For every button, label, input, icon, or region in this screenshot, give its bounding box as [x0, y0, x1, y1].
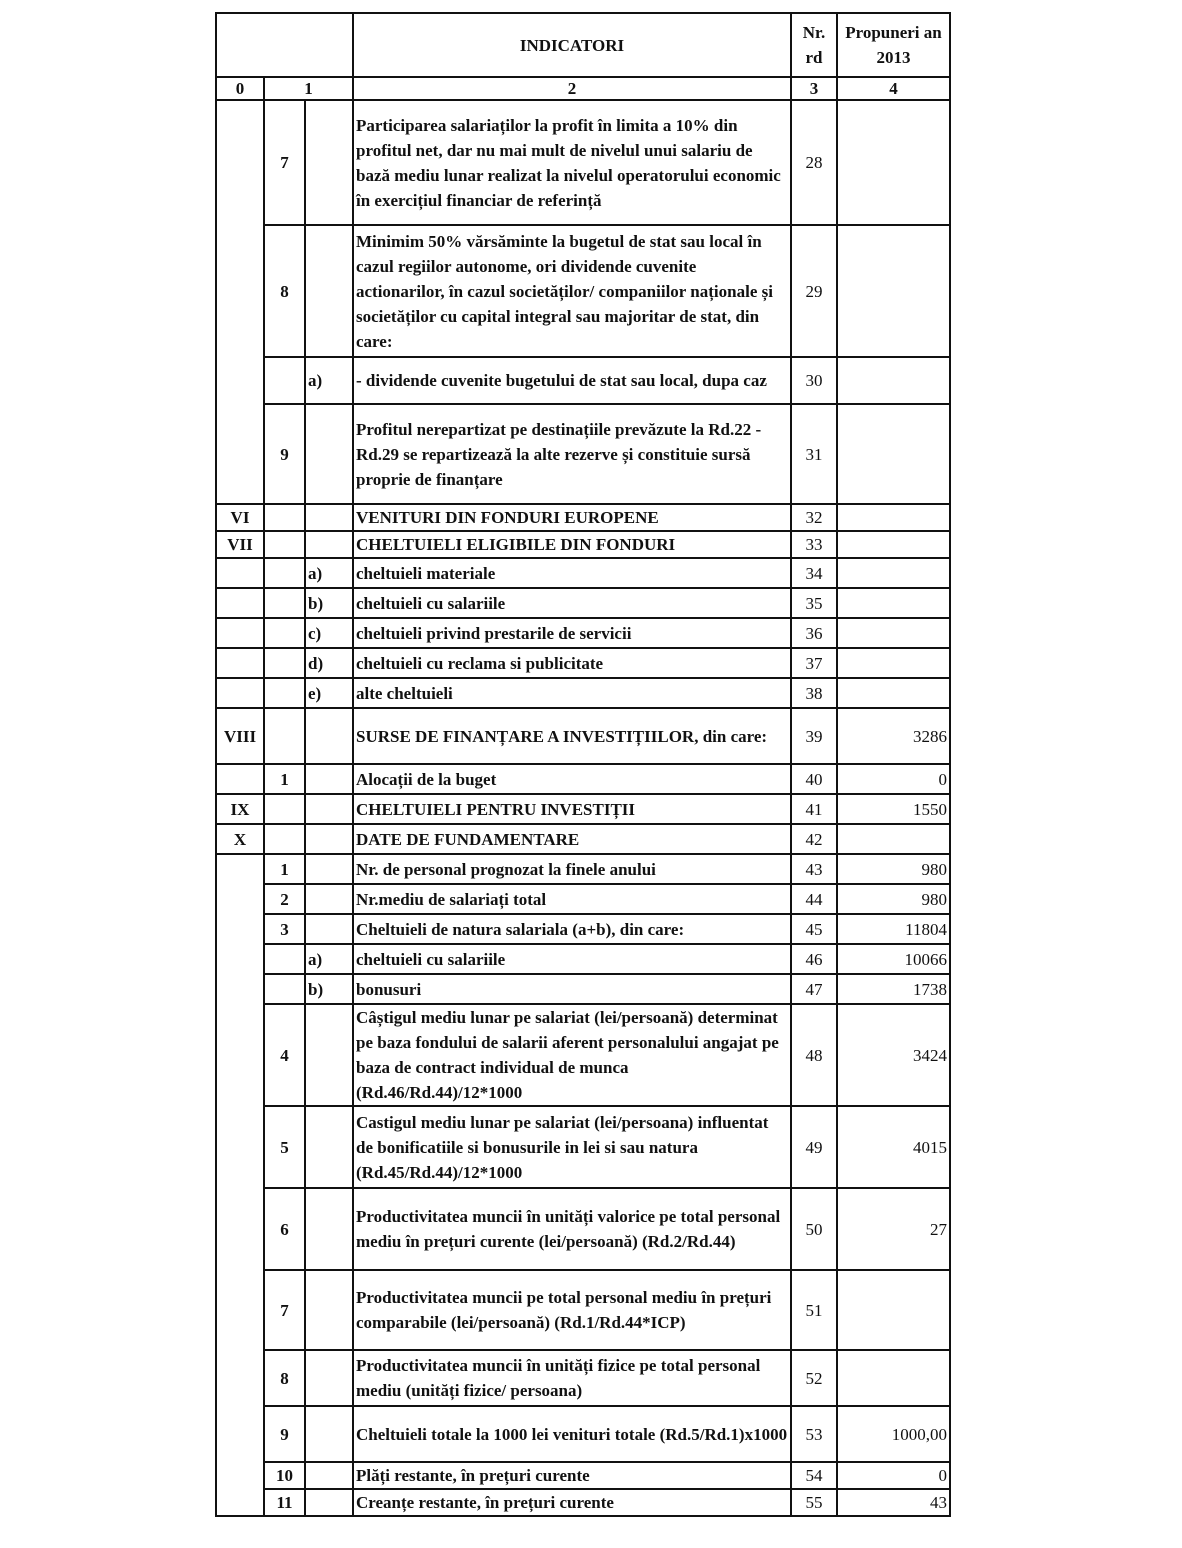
indicator-text: CHELTUIELI PENTRU INVESTIȚII — [353, 794, 791, 824]
row-code: 36 — [791, 618, 837, 648]
table-row — [216, 708, 950, 764]
indicator-text: - dividende cuvenite bugetului de stat sau local, dupa caz — [353, 357, 791, 404]
row-number-cell: 1 — [264, 764, 305, 794]
row-code: 55 — [791, 1489, 837, 1516]
row-section-cell — [216, 100, 264, 504]
row-number-cell: 9 — [264, 404, 305, 504]
proposal-value: 0 — [837, 764, 950, 794]
row-code: 43 — [791, 854, 837, 884]
row-number-cell: 10 — [264, 1462, 305, 1489]
row-letter-cell — [305, 1406, 353, 1462]
row-number-cell: 3 — [264, 914, 305, 944]
row-letter-cell — [305, 884, 353, 914]
proposal-value — [837, 225, 950, 357]
table-header-row — [216, 13, 950, 77]
proposal-value — [837, 1350, 950, 1406]
row-number-cell — [264, 678, 305, 708]
row-letter-cell: e) — [305, 678, 353, 708]
proposal-value: 0 — [837, 1462, 950, 1489]
row-letter-cell — [305, 404, 353, 504]
row-code: 48 — [791, 1004, 837, 1106]
row-letter-cell — [305, 708, 353, 764]
header-propuneri: Propuneri an 2013 — [837, 13, 950, 77]
row-letter-cell — [305, 1489, 353, 1516]
proposal-value: 27 — [837, 1188, 950, 1270]
row-section-cell: VIII — [216, 708, 264, 764]
row-section-cell — [216, 854, 264, 1516]
row-code: 54 — [791, 1462, 837, 1489]
indicator-text: alte cheltuieli — [353, 678, 791, 708]
row-number-cell — [264, 504, 305, 531]
index-4: 4 — [837, 77, 950, 100]
indicator-text: cheltuieli cu salariile — [353, 944, 791, 974]
row-letter-cell — [305, 1462, 353, 1489]
indicator-text: Cheltuieli de natura salariala (a+b), din care: — [353, 914, 791, 944]
indicator-text: Creanțe restante, în prețuri curente — [353, 1489, 791, 1516]
proposal-value — [837, 678, 950, 708]
row-letter-cell — [305, 531, 353, 558]
row-code: 42 — [791, 824, 837, 854]
indicator-text: Participarea salariaților la profit în limita a 10% din profitul net, dar nu mai mult de nivelul unui salariu de bază mediu lunar realizat la nivelul operatorului economic în exercițiul financiar de referință — [353, 100, 791, 225]
table-row — [216, 884, 950, 914]
row-number-cell — [264, 648, 305, 678]
row-letter-cell — [305, 1350, 353, 1406]
row-letter-cell — [305, 504, 353, 531]
row-code: 46 — [791, 944, 837, 974]
row-code: 39 — [791, 708, 837, 764]
row-code: 51 — [791, 1270, 837, 1350]
row-code: 49 — [791, 1106, 837, 1188]
row-letter-cell — [305, 914, 353, 944]
table-row — [216, 944, 950, 974]
indicator-text: Productivitatea muncii în unități fizice pe total personal mediu (unități fizice/ persoana) — [353, 1350, 791, 1406]
table-row — [216, 1462, 950, 1489]
row-letter-cell — [305, 794, 353, 824]
indicator-text: VENITURI DIN FONDURI EUROPENE — [353, 504, 791, 531]
indicator-text: Cheltuieli totale la 1000 lei venituri totale (Rd.5/Rd.1)x1000 — [353, 1406, 791, 1462]
indicator-text: cheltuieli cu reclama si publicitate — [353, 648, 791, 678]
proposal-value: 43 — [837, 1489, 950, 1516]
row-code: 52 — [791, 1350, 837, 1406]
indicator-text: Plăți restante, în prețuri curente — [353, 1462, 791, 1489]
table-row — [216, 588, 950, 618]
row-letter-cell — [305, 1188, 353, 1270]
table-row — [216, 764, 950, 794]
index-2: 2 — [353, 77, 791, 100]
row-letter-cell — [305, 100, 353, 225]
table-row — [216, 1489, 950, 1516]
table-row — [216, 558, 950, 588]
proposal-value — [837, 618, 950, 648]
index-3: 3 — [791, 77, 837, 100]
indicator-text: Minimim 50% vărsăminte la bugetul de stat sau local în cazul regiilor autonome, ori dividende cuvenite actionarilor, în cazul societăților/ companiilor naționale și societăților cu capital integral sau majoritar de stat, din care: — [353, 225, 791, 357]
row-number-cell: 7 — [264, 1270, 305, 1350]
indicator-text: SURSE DE FINANȚARE A INVESTIȚIILOR, din care: — [353, 708, 791, 764]
row-section-cell: X — [216, 824, 264, 854]
row-letter-cell — [305, 225, 353, 357]
row-code: 30 — [791, 357, 837, 404]
row-letter-cell: a) — [305, 944, 353, 974]
table-row — [216, 1004, 950, 1106]
row-section-cell: IX — [216, 794, 264, 824]
table-row — [216, 531, 950, 558]
row-section-cell — [216, 678, 264, 708]
proposal-value: 1550 — [837, 794, 950, 824]
row-number-cell: 8 — [264, 225, 305, 357]
row-number-cell: 1 — [264, 854, 305, 884]
row-code: 41 — [791, 794, 837, 824]
indicator-text: Câștigul mediu lunar pe salariat (lei/persoană) determinat pe baza fondului de salarii aferent personalului angajat pe baza de contract individual de munca (Rd.46/Rd.44)/12*1000 — [353, 1004, 791, 1106]
row-letter-cell: b) — [305, 974, 353, 1004]
index-0: 0 — [216, 77, 264, 100]
proposal-value — [837, 824, 950, 854]
row-code: 29 — [791, 225, 837, 357]
indicator-text: Nr. de personal prognozat la finele anului — [353, 854, 791, 884]
row-number-cell: 11 — [264, 1489, 305, 1516]
row-code: 40 — [791, 764, 837, 794]
proposal-value: 4015 — [837, 1106, 950, 1188]
table-row — [216, 225, 950, 357]
row-code: 45 — [791, 914, 837, 944]
row-section-cell — [216, 558, 264, 588]
proposal-value: 3286 — [837, 708, 950, 764]
row-number-cell: 5 — [264, 1106, 305, 1188]
indicator-text: cheltuieli privind prestarile de servicii — [353, 618, 791, 648]
table-row — [216, 914, 950, 944]
row-code: 53 — [791, 1406, 837, 1462]
row-code: 35 — [791, 588, 837, 618]
row-number-cell: 6 — [264, 1188, 305, 1270]
row-number-cell — [264, 708, 305, 764]
row-letter-cell: c) — [305, 618, 353, 648]
table-row — [216, 648, 950, 678]
table-row — [216, 794, 950, 824]
row-number-cell: 7 — [264, 100, 305, 225]
row-code: 38 — [791, 678, 837, 708]
indicator-text: Alocații de la buget — [353, 764, 791, 794]
row-number-cell — [264, 531, 305, 558]
proposal-value: 980 — [837, 884, 950, 914]
indicator-text: DATE DE FUNDAMENTARE — [353, 824, 791, 854]
indicator-text: Profitul nerepartizat pe destinațiile prevăzute la Rd.22 - Rd.29 se repartizează la alte rezerve și constituie sursă proprie de finanțare — [353, 404, 791, 504]
row-number-cell — [264, 588, 305, 618]
header-blank-cell — [216, 13, 353, 77]
column-index-row — [216, 77, 950, 100]
proposal-value: 980 — [837, 854, 950, 884]
row-code: 47 — [791, 974, 837, 1004]
row-number-cell — [264, 618, 305, 648]
row-number-cell — [264, 794, 305, 824]
proposal-value — [837, 100, 950, 225]
row-letter-cell: d) — [305, 648, 353, 678]
row-letter-cell: b) — [305, 588, 353, 618]
row-letter-cell: a) — [305, 357, 353, 404]
proposal-value — [837, 1270, 950, 1350]
table-row — [216, 854, 950, 884]
row-number-cell — [264, 944, 305, 974]
proposal-value — [837, 504, 950, 531]
row-code: 37 — [791, 648, 837, 678]
proposal-value: 1000,00 — [837, 1406, 950, 1462]
row-code: 50 — [791, 1188, 837, 1270]
table-row — [216, 100, 950, 225]
proposal-value: 3424 — [837, 1004, 950, 1106]
row-section-cell: VII — [216, 531, 264, 558]
row-code: 44 — [791, 884, 837, 914]
row-code: 34 — [791, 558, 837, 588]
table-row — [216, 1270, 950, 1350]
row-letter-cell: a) — [305, 558, 353, 588]
row-section-cell — [216, 648, 264, 678]
indicator-text: Productivitatea muncii pe total personal mediu în prețuri comparabile (lei/persoană) (Rd.1/Rd.44*ICP) — [353, 1270, 791, 1350]
row-code: 32 — [791, 504, 837, 531]
indicator-text: Productivitatea muncii în unități valorice pe total personal mediu în prețuri curente (lei/persoană) (Rd.2/Rd.44) — [353, 1188, 791, 1270]
header-nr-rd: Nr. rd — [791, 13, 837, 77]
index-1: 1 — [264, 77, 353, 100]
row-number-cell: 9 — [264, 1406, 305, 1462]
row-section-cell — [216, 764, 264, 794]
table-row — [216, 357, 950, 404]
row-number-cell: 4 — [264, 1004, 305, 1106]
indicator-text: CHELTUIELI ELIGIBILE DIN FONDURI — [353, 531, 791, 558]
row-code: 33 — [791, 531, 837, 558]
row-code: 28 — [791, 100, 837, 225]
row-code: 31 — [791, 404, 837, 504]
row-number-cell: 2 — [264, 884, 305, 914]
row-letter-cell — [305, 824, 353, 854]
indicator-text: cheltuieli cu salariile — [353, 588, 791, 618]
proposal-value — [837, 648, 950, 678]
indicator-text: cheltuieli materiale — [353, 558, 791, 588]
table-row — [216, 504, 950, 531]
proposal-value: 1738 — [837, 974, 950, 1004]
table-row — [216, 974, 950, 1004]
table-row — [216, 1188, 950, 1270]
row-letter-cell — [305, 764, 353, 794]
indicator-text: Nr.mediu de salariați total — [353, 884, 791, 914]
proposal-value — [837, 531, 950, 558]
proposal-value — [837, 588, 950, 618]
table-row — [216, 678, 950, 708]
table-row — [216, 1350, 950, 1406]
proposal-value: 11804 — [837, 914, 950, 944]
row-letter-cell — [305, 1270, 353, 1350]
row-number-cell — [264, 558, 305, 588]
row-section-cell — [216, 588, 264, 618]
proposal-value — [837, 404, 950, 504]
row-number-cell — [264, 824, 305, 854]
row-section-cell — [216, 618, 264, 648]
row-number-cell — [264, 974, 305, 1004]
row-letter-cell — [305, 1106, 353, 1188]
table-row — [216, 1106, 950, 1188]
row-number-cell: 8 — [264, 1350, 305, 1406]
indicator-text: bonusuri — [353, 974, 791, 1004]
budget-indicators-table — [215, 12, 951, 1517]
indicator-text: Castigul mediu lunar pe salariat (lei/persoana) influentat de bonificatiile si bonusurile in lei si sau natura (Rd.45/Rd.44)/12*1000 — [353, 1106, 791, 1188]
header-indicatori: INDICATORI — [353, 13, 791, 77]
table-row — [216, 618, 950, 648]
row-section-cell: VI — [216, 504, 264, 531]
proposal-value — [837, 357, 950, 404]
row-letter-cell — [305, 1004, 353, 1106]
proposal-value — [837, 558, 950, 588]
row-letter-cell — [305, 854, 353, 884]
table-row — [216, 824, 950, 854]
table-row — [216, 404, 950, 504]
table-row — [216, 1406, 950, 1462]
proposal-value: 10066 — [837, 944, 950, 974]
row-number-cell — [264, 357, 305, 404]
